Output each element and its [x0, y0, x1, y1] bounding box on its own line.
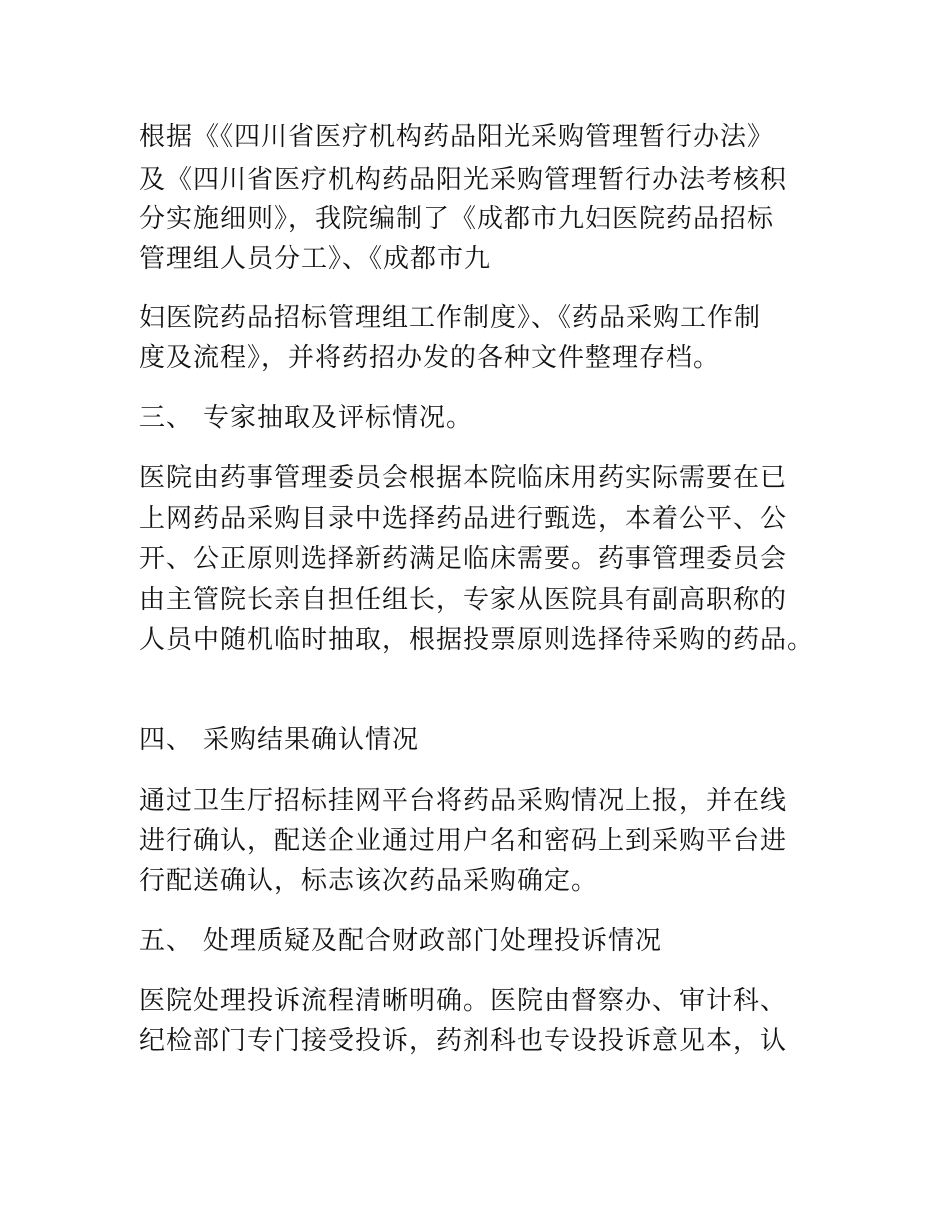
section-5-title: 处理质疑及配合财政部门处理投诉情况 — [203, 926, 663, 956]
section-3-heading — [139, 401, 473, 435]
section-3-title: 专家抽取及评标情况。 — [203, 403, 474, 433]
section-4-title: 采购结果确认情况 — [203, 725, 420, 755]
section-4-number: 四、 — [139, 725, 194, 755]
paragraph-2-line-1: 妇医院药品招标管理组工作制度》、《药品采购工作制 — [139, 303, 762, 333]
paragraph-4-line-3: 行配送确认，标志该次药品采购确定。 — [139, 866, 599, 896]
paragraph-3-line-5: 人员中随机临时抽取，根据投票原则选择待采购的药品。 — [139, 625, 815, 655]
section-5-number: 五、 — [139, 926, 194, 956]
paragraph-2-line-2: 度及流程》，并将药招办发的各种文件整理存档。 — [139, 343, 721, 373]
paragraph-3-line-4: 由主管院长亲自担任组长，专家从医院具有副高职称的 — [139, 585, 788, 615]
paragraph-4-line-2: 进行确认，配送企业通过用户名和密码上到采购平台进 — [139, 826, 788, 856]
paragraph-1-line-4: 管理组人员分工》、《成都市九 — [139, 244, 492, 274]
paragraph-1-line-3: 分实施细则》，我院编制了《成都市九妇医院药品招标 — [139, 204, 775, 234]
paragraph-3-line-3: 开、公正原则选择新药满足临床需要。药事管理委员会 — [139, 544, 788, 574]
section-3-number: 三、 — [139, 403, 194, 433]
paragraph-1-line-2: 及《四川省医疗机构药品阳光采购管理暂行办法考核积 — [139, 165, 788, 195]
paragraph-1-line-1: 根据《《四川省医疗机构药品阳光采购管理暂行办法》 — [139, 122, 775, 152]
paragraph-5-line-1: 医院处理投诉流程清晰明确。医院由督察办、审计科、 — [139, 986, 788, 1016]
paragraph-3-line-2: 上网药品采购目录中选择药品进行甄选，本着公平、公 — [139, 504, 788, 534]
paragraph-5-line-2: 纪检部门专门接受投诉，药剂科也专设投诉意见本，认 — [139, 1026, 788, 1056]
paragraph-3-line-1: 医院由药事管理委员会根据本院临床用药实际需要在已 — [139, 463, 788, 493]
section-5-heading — [139, 924, 662, 958]
paragraph-4-line-1: 通过卫生厅招标挂网平台将药品采购情况上报，并在线 — [139, 786, 788, 816]
section-4-heading — [139, 723, 419, 757]
